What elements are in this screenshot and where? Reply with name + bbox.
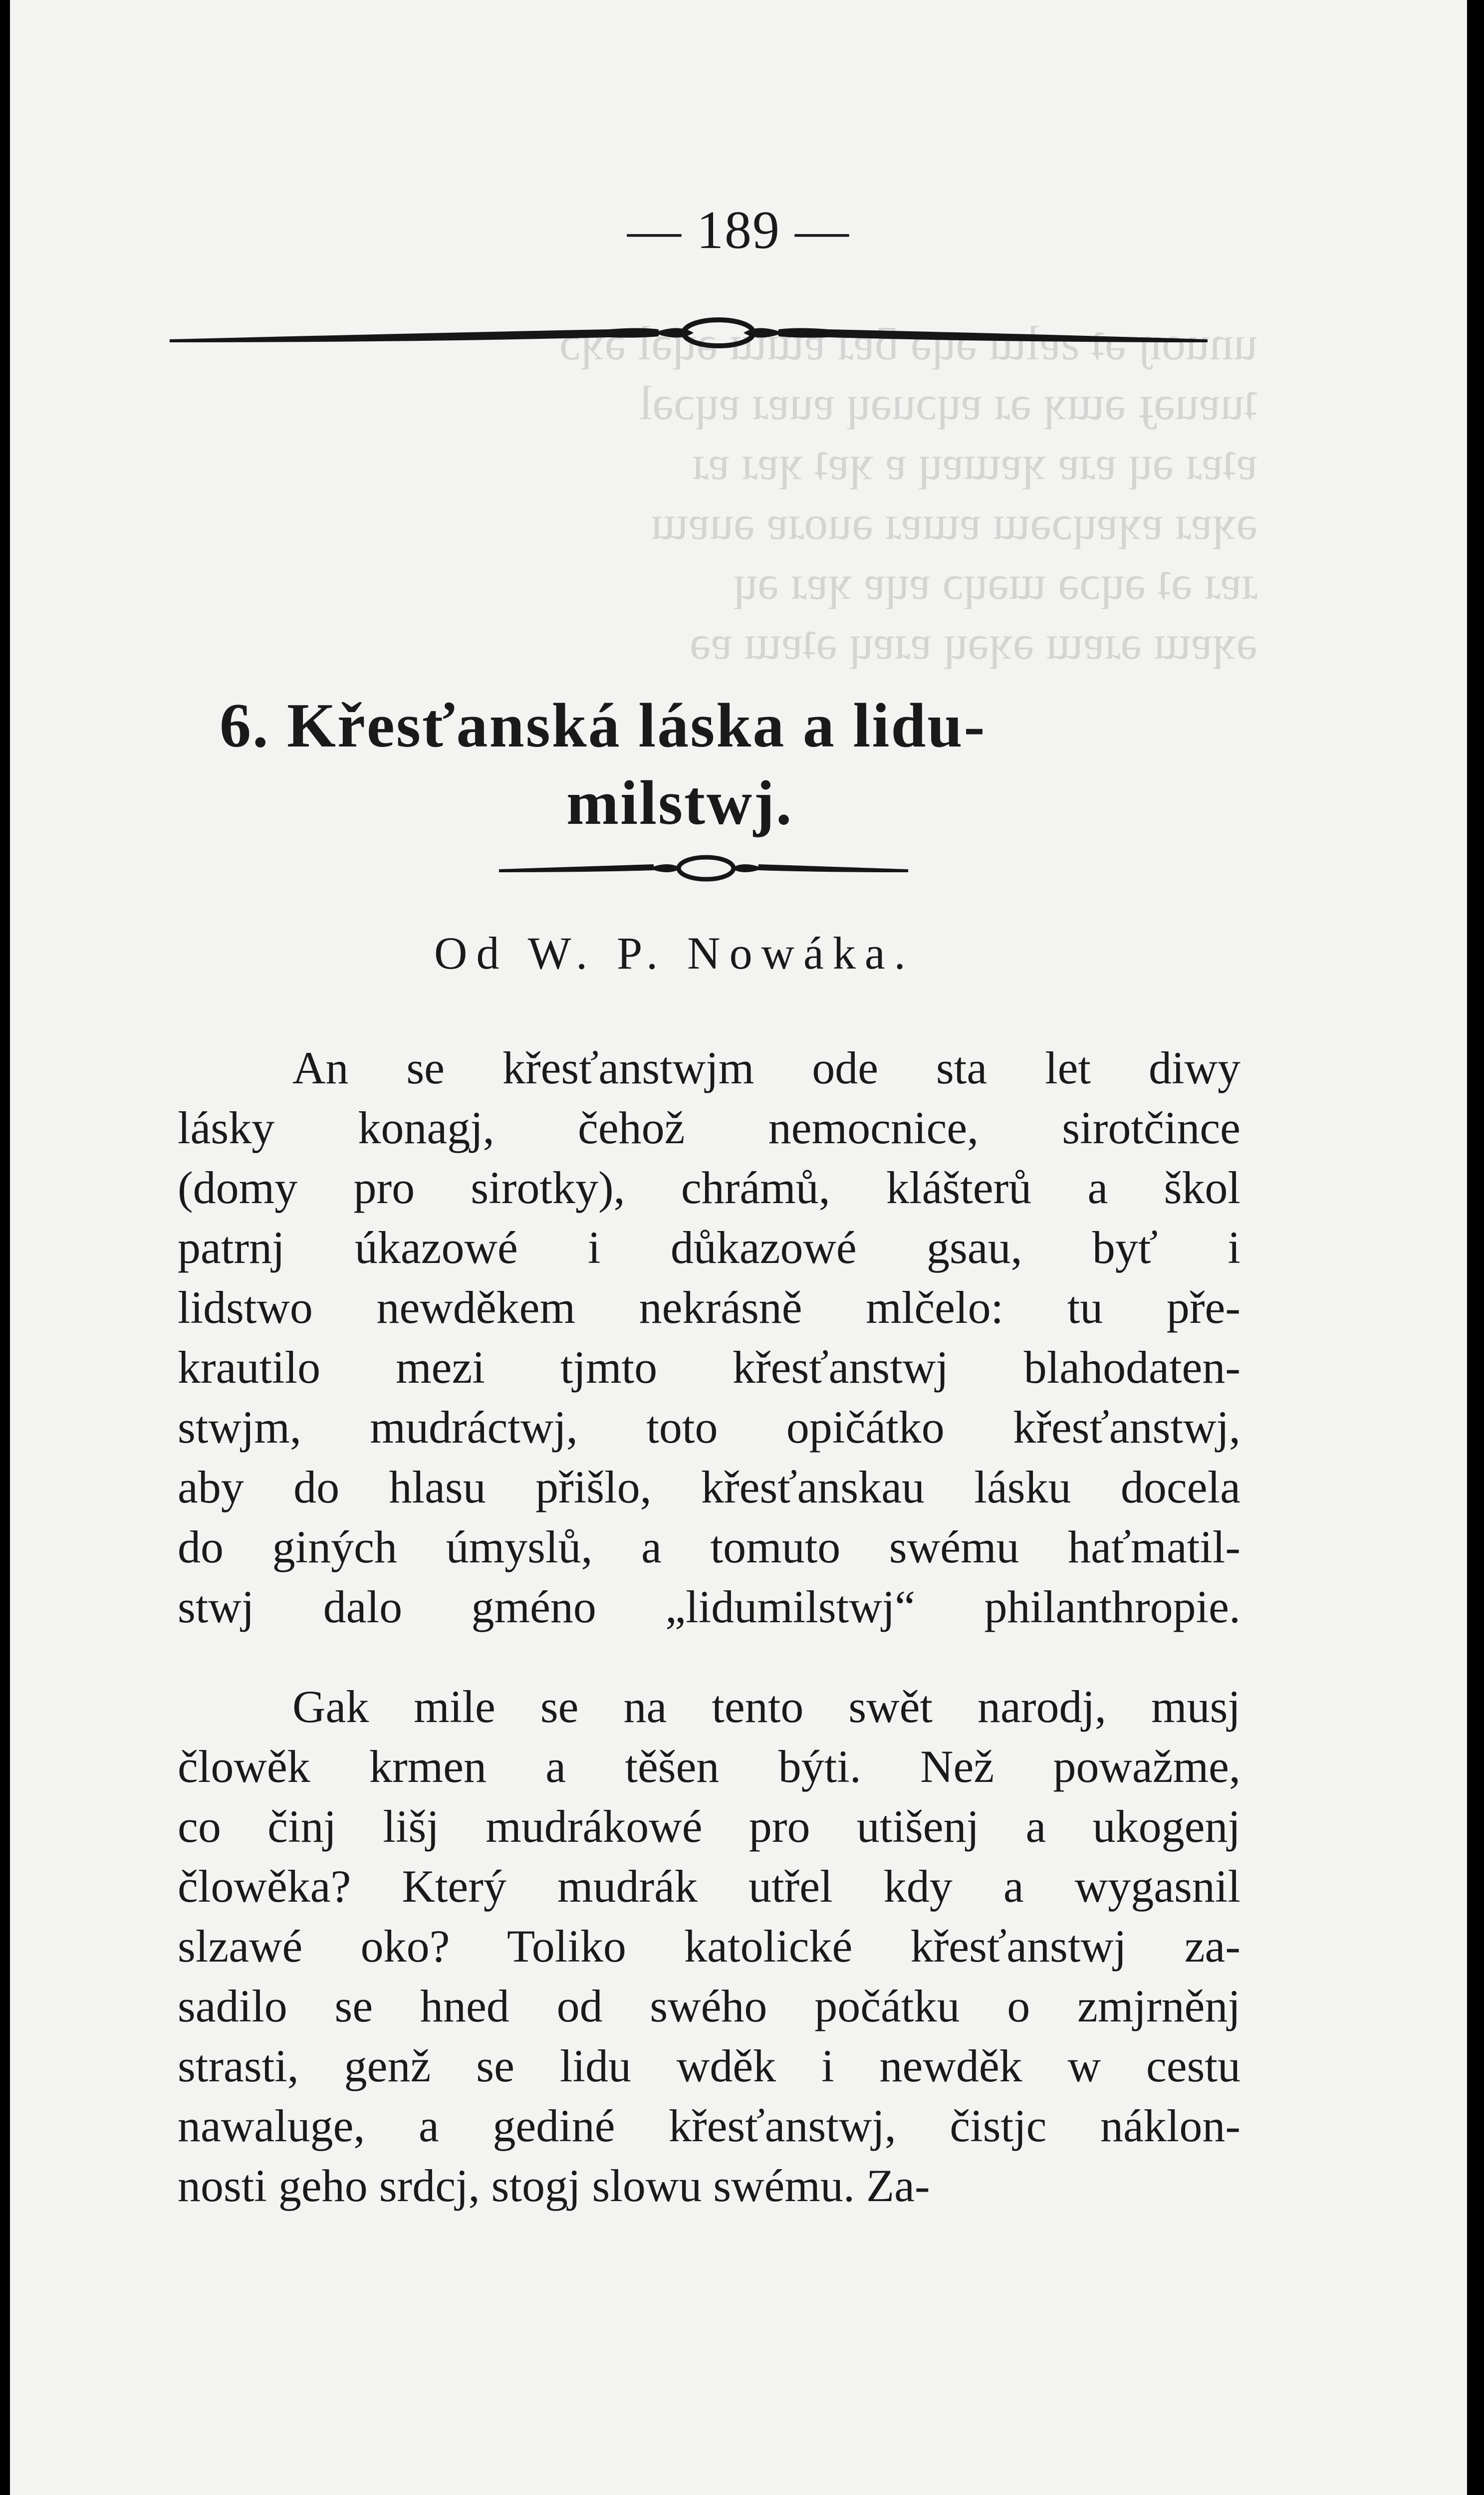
text-line: (domy pro sirotky), chrámů, klášterů a škol [178, 1162, 1240, 1213]
bleed-line: ɐʇɐɹ ǝɥ ɐɹɐ ʞɐɯɐɥ ɐ ʞɐʇ ʞɐɹ ɐɹ [692, 436, 1257, 490]
text-line: lásky konagj, čehož nemocnice, sirotčince [178, 1102, 1240, 1153]
bleed-line: ǝʞɐɹ ɐʞɐɥɔǝɯ ɐɯɐɹ ǝuoɹɐ ǝuɐɯ [651, 496, 1257, 549]
text-line: nosti geho srdcj, stogj slowu swému. Za- [178, 2160, 930, 2211]
text-line: lidstwo newděkem nekrásně mlčelo: tu pře- [178, 1282, 1240, 1333]
text-line: Gak mile se na tento swět narodj, musj [292, 1681, 1240, 1732]
book-page [10, 0, 1467, 2495]
author-line: Od W. P. Nowáka. [434, 928, 915, 979]
chapter-heading: 6. Křesťanská láska a lidu- [220, 691, 987, 760]
bleed-line: ɹɐɹ ǝʇ ǝɥɔǝ ɯǝɥɔ ɐɥɐ ʞɐɹ ǝɥ [734, 556, 1257, 609]
bleed-line: ǝʞɐɯ ǝɹɐɯ ǝʞǝɥ ɐɹɐɥ ǝʇɐɯ ɐǝ [690, 616, 1257, 669]
text-line: člowěka? Který mudrák utřel kdy a wygasnil [178, 1861, 1240, 1912]
text-line: stwjm, mudráctwj, toto opičátko křesťanstwj, [178, 1402, 1240, 1453]
text-line: An se křesťanstwjm ode sta let diwy [292, 1042, 1240, 1093]
text-line: patrnj úkazowé i důkazowé gsau, byť i [178, 1222, 1240, 1273]
chapter-heading-continuation: milstwj. [566, 768, 793, 838]
page-number: — 189 — [627, 201, 850, 260]
text-line: slzawé oko? Toliko katolické křesťanstwj za- [178, 1921, 1240, 1972]
text-line: krautilo mezi tjmto křesťanstwj blahodaten- [178, 1342, 1240, 1393]
text-line: sadilo se hned od swého počátku o zmjrněnj [178, 1981, 1240, 2031]
text-line: co činj lišj mudrákowé pro utišenj a ukogenj [178, 1801, 1240, 1852]
text-line: aby do hlasu přišlo, křesťanskau lásku docela [178, 1462, 1240, 1512]
heading-ornament-rule [10, 0, 1467, 898]
bleed-line: unuoŋ ǝʇ ƨɐlɯ ǝɥǝ ƃɐɹ ɐɯɯ ǝɥǝl ǝʞɔ [559, 316, 1257, 370]
text-line: člowěk krmen a těšen býti. Než powažme, [178, 1741, 1240, 1792]
text-line: do giných úmyslů, a tomuto swému haťmatil- [178, 1521, 1240, 1572]
text-line: nawaluge, a gediné křesťanstwj, čistjc náklon- [178, 2100, 1240, 2151]
bleed-line: ʇuɐuǝɟ ǝɯʞ ǝɹ ɐɥɔuǝɥ ɐuɐɹ ɐɥɔǝl [639, 376, 1257, 430]
text-line: strasti, genž se lidu wděk i newděk w cestu [178, 2040, 1240, 2091]
text-line: stwj dalo gméno „lidumilstwj“ philanthropie. [178, 1581, 1240, 1632]
